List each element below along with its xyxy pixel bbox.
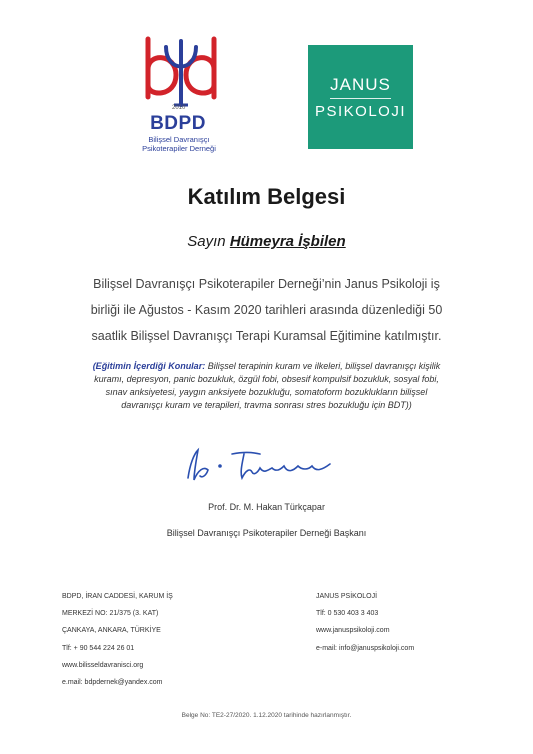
janus-logo-line1: JANUS (330, 75, 391, 99)
footer-bdpd-contact (62, 588, 173, 691)
topics-line: davranışçı kuram ve terapileri, travma sonrası stres bozukluğu için BDT)) (121, 400, 412, 410)
footer-janus-contact (316, 588, 414, 657)
footer-address-line: BDPD, İRAN CADDESİ, KARUM İŞ (62, 593, 173, 600)
topics-text: Bilişsel terapinin kuram ve ilkeleri, bilişsel davranışçı kişilik (207, 361, 441, 371)
signature-icon (180, 440, 345, 490)
bdpd-full-name (140, 135, 218, 153)
certificate-body (40, 271, 493, 349)
bdpd-emblem-icon (136, 35, 226, 113)
janus-logo-line2: PSIKOLOJI (314, 102, 407, 120)
bdpd-abbreviation: BDPD (150, 113, 206, 134)
salutation: Sayın (187, 233, 226, 250)
body-line: birliği ile Ağustos - Kasım 2020 tarihleri arasında düzenlediği 50 (90, 303, 443, 317)
topics-line (60, 360, 473, 373)
footer-email-link[interactable]: e-mail: info@januspsikoloji.com (316, 644, 415, 652)
signer-name: Prof. Dr. M. Hakan Türkçapar (208, 502, 325, 512)
topics-line: sınav anksiyetesi, yaygın anksiyete bozukluğu, somatoform bozuklukların bilişsel (105, 387, 428, 397)
janus-logo (308, 45, 413, 149)
footer-website-link[interactable]: www.januspsikoloji.com (316, 627, 390, 635)
document-title: Katılım Belgesi (187, 184, 346, 209)
footer-org-name: JANUS PSİKOLOJİ (316, 593, 378, 600)
footer-phone: Tlf: + 90 544 224 26 01 (62, 644, 135, 652)
recipient-name: Hümeyra İşbilen (229, 233, 346, 250)
footer-website-link[interactable]: www.bilisseldavranisci.org (62, 661, 144, 669)
footer-email-link[interactable]: e.mail: bdpdernek@yandex.com (62, 679, 163, 687)
bdpd-logo (136, 35, 226, 157)
topics-label: (Eğitimin İçerdiği Konular: (92, 361, 206, 371)
topics-line: kuramı, depresyon, panic bozukluk, özgül fobi, obsesif kompulsif bozukluk, sosyal fobi, (94, 374, 439, 384)
footer-phone: Tlf: 0 530 403 3 403 (316, 610, 379, 618)
body-line: saatlik Bilişsel Davranışçı Terapi Kuramsal Eğitimine katılmıştır. (91, 329, 442, 343)
footer-address-line: MERKEZİ NO: 21/375 (3. KAT) (62, 610, 159, 618)
signer-title: Bilişsel Davranışçı Psikoterapiler Derneği Başkanı (166, 528, 367, 538)
body-line: Bilişsel Davranışçı Psikoterapiler Derneği’nin Janus Psikoloji iş (93, 277, 440, 291)
bdpd-name-line1: Bilişsel Davranışçı (148, 135, 210, 144)
bdpd-name-line2: Psikoterapiler Derneği (142, 144, 216, 153)
footer-address-line: ÇANKAYA, ANKARA, TÜRKİYE (62, 627, 161, 635)
training-topics (60, 360, 473, 412)
certificate-number: Belge No: TE2-27/2020. 1.12.2020 tarihinde hazırlanmıştır. (181, 712, 352, 719)
bdpd-year: 2010 (172, 105, 186, 111)
recipient-line (0, 233, 533, 250)
